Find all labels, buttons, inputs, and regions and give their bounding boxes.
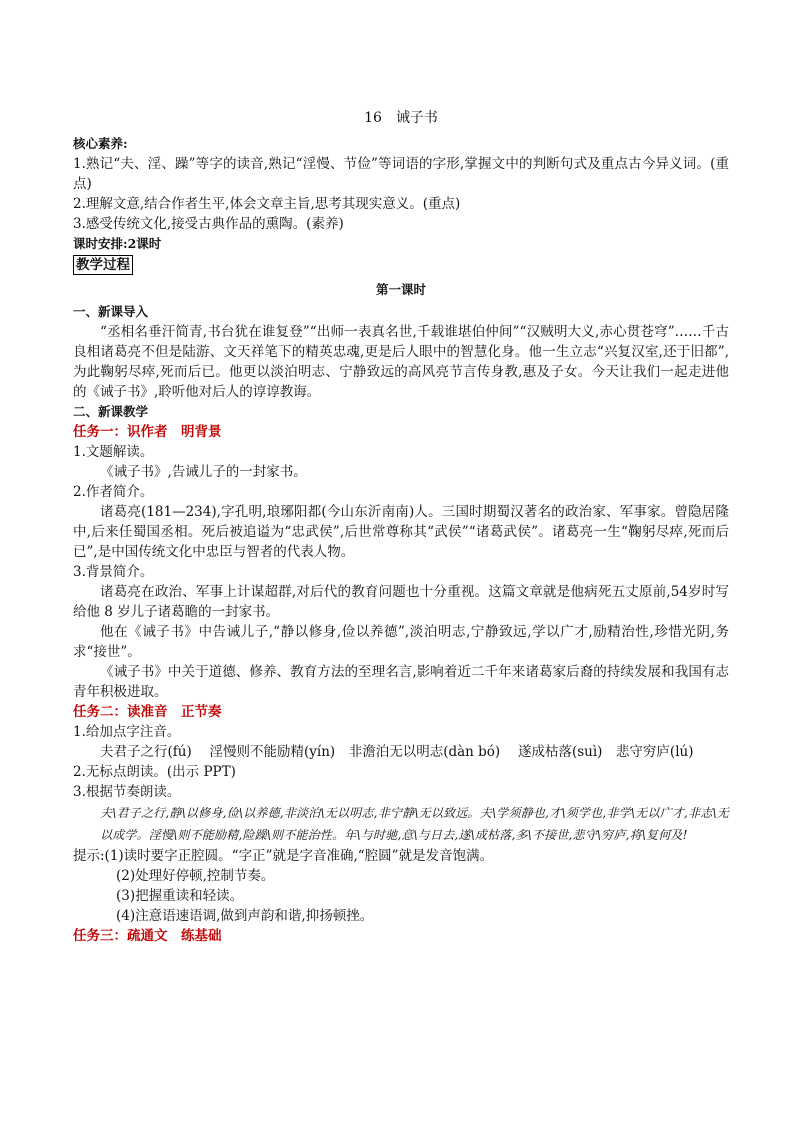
page-title: 16 诫子书 xyxy=(364,110,438,126)
section2-heading: 二、新课教学 xyxy=(73,404,149,419)
section1-heading: 一、新课导入 xyxy=(73,304,149,319)
tip-item: (4)注意语速语调,做到声韵和谐,抑扬顿挫。 xyxy=(116,908,374,924)
background-text: 《诫子书》中关于道德、修养、教育方法的至理名言,影响着近二千年来诸葛家后裔的持续发展和我国有志青年积极进取。 xyxy=(73,664,729,700)
tip-item: (2)处理好停顿,控制节奏。 xyxy=(116,868,275,884)
intro-paragraph: “丞相名垂汗简青,书台犹在谁复登”“出师一表真名世,千载谁堪伯仲间”“汉贼明大义,赤心贯苍穹”……千古良相诸葛亮不但是陆游、文天祥笔下的精英忠魂,更是后人眼中的智慧化身。他一生立志“兴复汉室,还于旧都”,为此鞠躬尽瘁,死而后已。他更以淡泊明志、宁静致远的高风亮节言传身教,惠及子女。今天让我们一起走进他的《诫子书》,聆听他对后人的谆谆教诲。 xyxy=(73,324,729,400)
process-label: 教学过程 xyxy=(73,255,133,275)
task2-title: 任务二：读准音 正节奏 xyxy=(73,704,222,720)
task2-label: 1.给加点字注音。 xyxy=(73,724,181,740)
task1-title: 任务一：识作者 明背景 xyxy=(73,424,222,440)
lesson-title: 第一课时 xyxy=(375,282,426,297)
task1-label: 1.文题解读。 xyxy=(73,444,154,460)
task1-label: 2.作者简介。 xyxy=(73,484,154,500)
background-text: 他在《诫子书》中告诫儿子,“静以修身,俭以养德”,淡泊明志,宁静致远,学以广才,励精治性,珍惜光阴,务求“接世”。 xyxy=(73,624,729,660)
core-item: 3.感受传统文化,接受古典作品的熏陶。(素养) xyxy=(73,216,344,232)
author-intro: 诸葛亮(181—234),字孔明,琅琊阳都(今山东沂南南)人。三国时期蜀汉著名的政治家、军事家。曾隐居隆中,后来任蜀国丞相。死后被追谥为“忠武侯”,后世常尊称其“武侯”“诸葛武侯”。诸葛亮一生“鞠躬尽瘁,死而后已”,是中国传统文化中忠臣与智者的代表人物。 xyxy=(73,504,729,560)
pinyin-line: 夫君子之行(fú) 淫慢则不能励精(yín) 非澹泊无以明志(dàn bó) 遂成枯落(suì) 悲守穷庐(lú) xyxy=(100,744,694,760)
document-page xyxy=(73,108,729,946)
task2-label: 2.无标点朗读。(出示 PPT) xyxy=(73,764,236,780)
core-item: 2.理解文意,结合作者生平,体会文章主旨,思考其现实意义。(重点) xyxy=(73,196,461,212)
rhythm-text: 夫\君子之行,静\以修身,俭\以养德,非淡泊\无以明志,非宁静\无以致远。夫\学须静也,才\须学也,非学\无以广才,非志\无以成学。淫慢\则不能励精,险躁\则不能治性。年\与时驰,意\与日去,遂\成枯落,多\不接世,悲守\穷庐,将\复何及! xyxy=(100,806,729,842)
schedule: 课时安排:2课时 xyxy=(73,236,162,251)
task1-text: 《诫子书》,告诫儿子的一封家书。 xyxy=(100,464,307,480)
tip-item: 提示:(1)读时要字正腔圆。“字正”就是字音准确,“腔圆”就是发音饱满。 xyxy=(73,848,494,864)
tip-item: (3)把握重读和轻读。 xyxy=(116,888,244,904)
task2-label: 3.根据节奏朗读。 xyxy=(73,784,181,800)
background-text: 诸葛亮在政治、军事上计谋超群,对后代的教育问题也十分重视。这篇文章就是他病死五丈原前,54岁时写给他 8 岁儿子诸葛瞻的一封家书。 xyxy=(73,584,729,620)
core-item: 1.熟记“夫、淫、躁”等字的读音,熟记“淫慢、节俭”等词语的字形,掌握文中的判断句式及重点古今异义词。(重点) xyxy=(73,156,729,192)
task3-title: 任务三：疏通文 练基础 xyxy=(73,928,222,944)
task1-label: 3.背景简介。 xyxy=(73,564,154,580)
core-heading: 核心素养: xyxy=(73,136,128,151)
